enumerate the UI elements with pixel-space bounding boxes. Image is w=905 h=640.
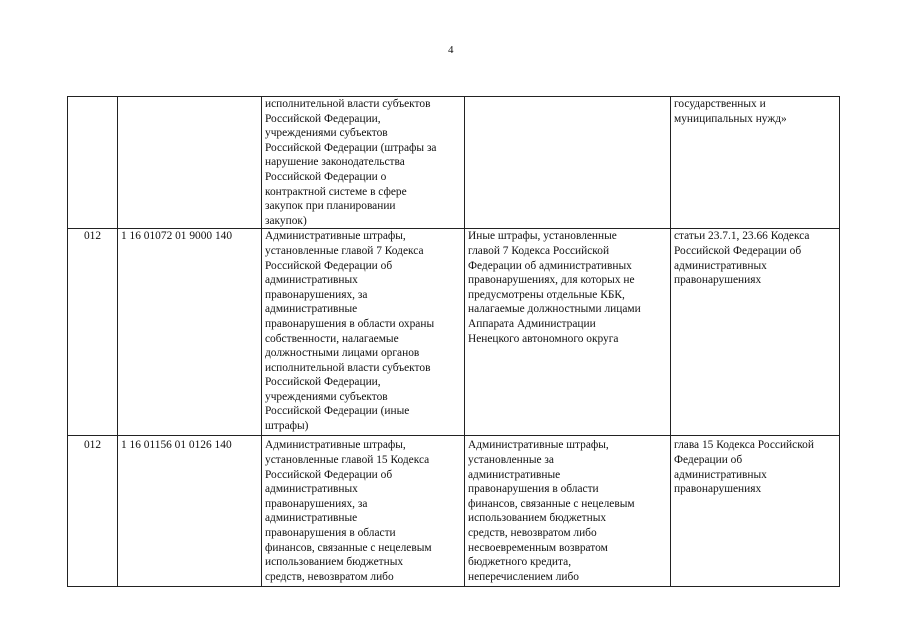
cell-text-line: исполнительной власти субъектов bbox=[265, 361, 431, 374]
cell-text-line: средств, невозвратом либо bbox=[265, 570, 394, 583]
cell-text-line: штрафы) bbox=[265, 420, 309, 433]
cell-text-line: административные bbox=[265, 512, 358, 525]
cell-text-line: должностными лицами органов bbox=[265, 347, 420, 360]
admin-code-cell: 012 bbox=[68, 229, 118, 436]
cell-text-line: Федерации об bbox=[674, 453, 743, 466]
cell-text-line: использованием бюджетных bbox=[468, 512, 607, 525]
cell-text-line: контрактной системе в сфере bbox=[265, 185, 407, 198]
cell-text-line: финансов, связанные с нецелевым bbox=[468, 497, 635, 510]
cell-text-line: Административные штрафы, bbox=[468, 439, 609, 452]
cell-text-line: правонарушениях bbox=[674, 274, 762, 287]
table-row bbox=[68, 97, 840, 229]
cell-text-line: Российской Федерации, bbox=[265, 376, 381, 389]
cell-text-line: несвоевременным возвратом bbox=[468, 541, 608, 554]
kbk-code-cell: 1 16 01072 01 9000 140 bbox=[118, 229, 262, 436]
cell-text-line: закупок) bbox=[265, 214, 307, 227]
revenue-name-cell bbox=[262, 229, 465, 436]
revenue-description-cell bbox=[465, 436, 671, 587]
cell-text-line: Иные штрафы, установленные bbox=[468, 230, 617, 243]
cell-text-line: правонарушениях, для которых не bbox=[468, 274, 635, 287]
cell-text-line: нарушение законодательства bbox=[265, 156, 405, 169]
cell-text-line: государственных и bbox=[674, 98, 766, 110]
cell-text-line: правонарушениях, за bbox=[265, 288, 368, 301]
revenue-name-cell bbox=[262, 436, 465, 587]
revenue-name-cell bbox=[262, 97, 465, 229]
cell-text-line: правонарушениях, за bbox=[265, 497, 368, 510]
admin-code-cell: 012 bbox=[68, 436, 118, 587]
cell-text-line: учреждениями субъектов bbox=[265, 390, 388, 403]
cell-text-line: статьи 23.7.1, 23.66 Кодекса bbox=[674, 230, 810, 243]
cell-text-line: административных bbox=[265, 274, 358, 287]
kbk-code-cell bbox=[118, 97, 262, 229]
kbk-table bbox=[67, 96, 840, 587]
cell-text-line: финансов, связанные с нецелевым bbox=[265, 541, 432, 554]
cell-text-line: Российской Федерации, bbox=[265, 112, 381, 125]
cell-text-line: закупок при планировании bbox=[265, 200, 396, 213]
cell-text-line: собственности, налагаемые bbox=[265, 332, 399, 345]
revenue-description-cell bbox=[465, 229, 671, 436]
cell-text-line: исполнительной власти субъектов bbox=[265, 98, 431, 110]
cell-text-line: Аппарата Администрации bbox=[468, 317, 596, 330]
cell-text-line: Российской Федерации об bbox=[265, 468, 393, 481]
cell-text-line: бюджетного кредита, bbox=[468, 556, 572, 569]
cell-text-line: административных bbox=[265, 483, 358, 496]
page-number: 4 bbox=[448, 44, 454, 56]
cell-text-line: муниципальных нужд» bbox=[674, 112, 787, 125]
cell-text-line: Российской Федерации об bbox=[674, 244, 802, 257]
cell-text-line: административные bbox=[265, 303, 358, 316]
cell-text-line: административных bbox=[674, 468, 767, 481]
cell-text-line: неперечислением либо bbox=[468, 570, 579, 583]
cell-text-line: административные bbox=[468, 468, 561, 481]
cell-text-line: Российской Федерации об bbox=[265, 259, 393, 272]
legal-basis-cell bbox=[671, 436, 840, 587]
revenue-description-cell bbox=[465, 97, 671, 229]
cell-text-line: Ненецкого автономного округа bbox=[468, 332, 619, 345]
cell-text-line: главой 7 Кодекса Российской bbox=[468, 244, 610, 257]
cell-text-line: правонарушения в области bbox=[265, 526, 396, 539]
cell-text-line: Административные штрафы, bbox=[265, 230, 406, 243]
cell-text-line: установленные за bbox=[468, 453, 554, 466]
cell-text-line: Российской Федерации о bbox=[265, 170, 387, 183]
table-row bbox=[68, 229, 840, 436]
cell-text-line: установленные главой 15 Кодекса bbox=[265, 453, 430, 466]
cell-text-line: Российской Федерации (иные bbox=[265, 405, 410, 418]
cell-text-line: предусмотрены отдельные КБК, bbox=[468, 288, 625, 301]
admin-code-cell bbox=[68, 97, 118, 229]
legal-basis-cell bbox=[671, 97, 840, 229]
cell-text-line: установленные главой 7 Кодекса bbox=[265, 244, 424, 257]
cell-text-line: Федерации об административных bbox=[468, 259, 632, 272]
kbk-code-cell: 1 16 01156 01 0126 140 bbox=[118, 436, 262, 587]
cell-text-line: использованием бюджетных bbox=[265, 556, 404, 569]
cell-text-line: средств, невозвратом либо bbox=[468, 526, 597, 539]
legal-basis-cell bbox=[671, 229, 840, 436]
cell-text-line: Административные штрафы, bbox=[265, 439, 406, 452]
cell-text-line: административных bbox=[674, 259, 767, 272]
cell-text-line: правонарушениях bbox=[674, 483, 762, 496]
cell-text-line: налагаемые должностными лицами bbox=[468, 303, 641, 316]
cell-text-line: правонарушения в области охраны bbox=[265, 317, 435, 330]
cell-text-line: правонарушения в области bbox=[468, 483, 599, 496]
table-row bbox=[68, 436, 840, 587]
cell-text-line: учреждениями субъектов bbox=[265, 127, 388, 140]
cell-text-line: глава 15 Кодекса Российской bbox=[674, 439, 814, 452]
cell-text-line: Российской Федерации (штрафы за bbox=[265, 141, 437, 154]
